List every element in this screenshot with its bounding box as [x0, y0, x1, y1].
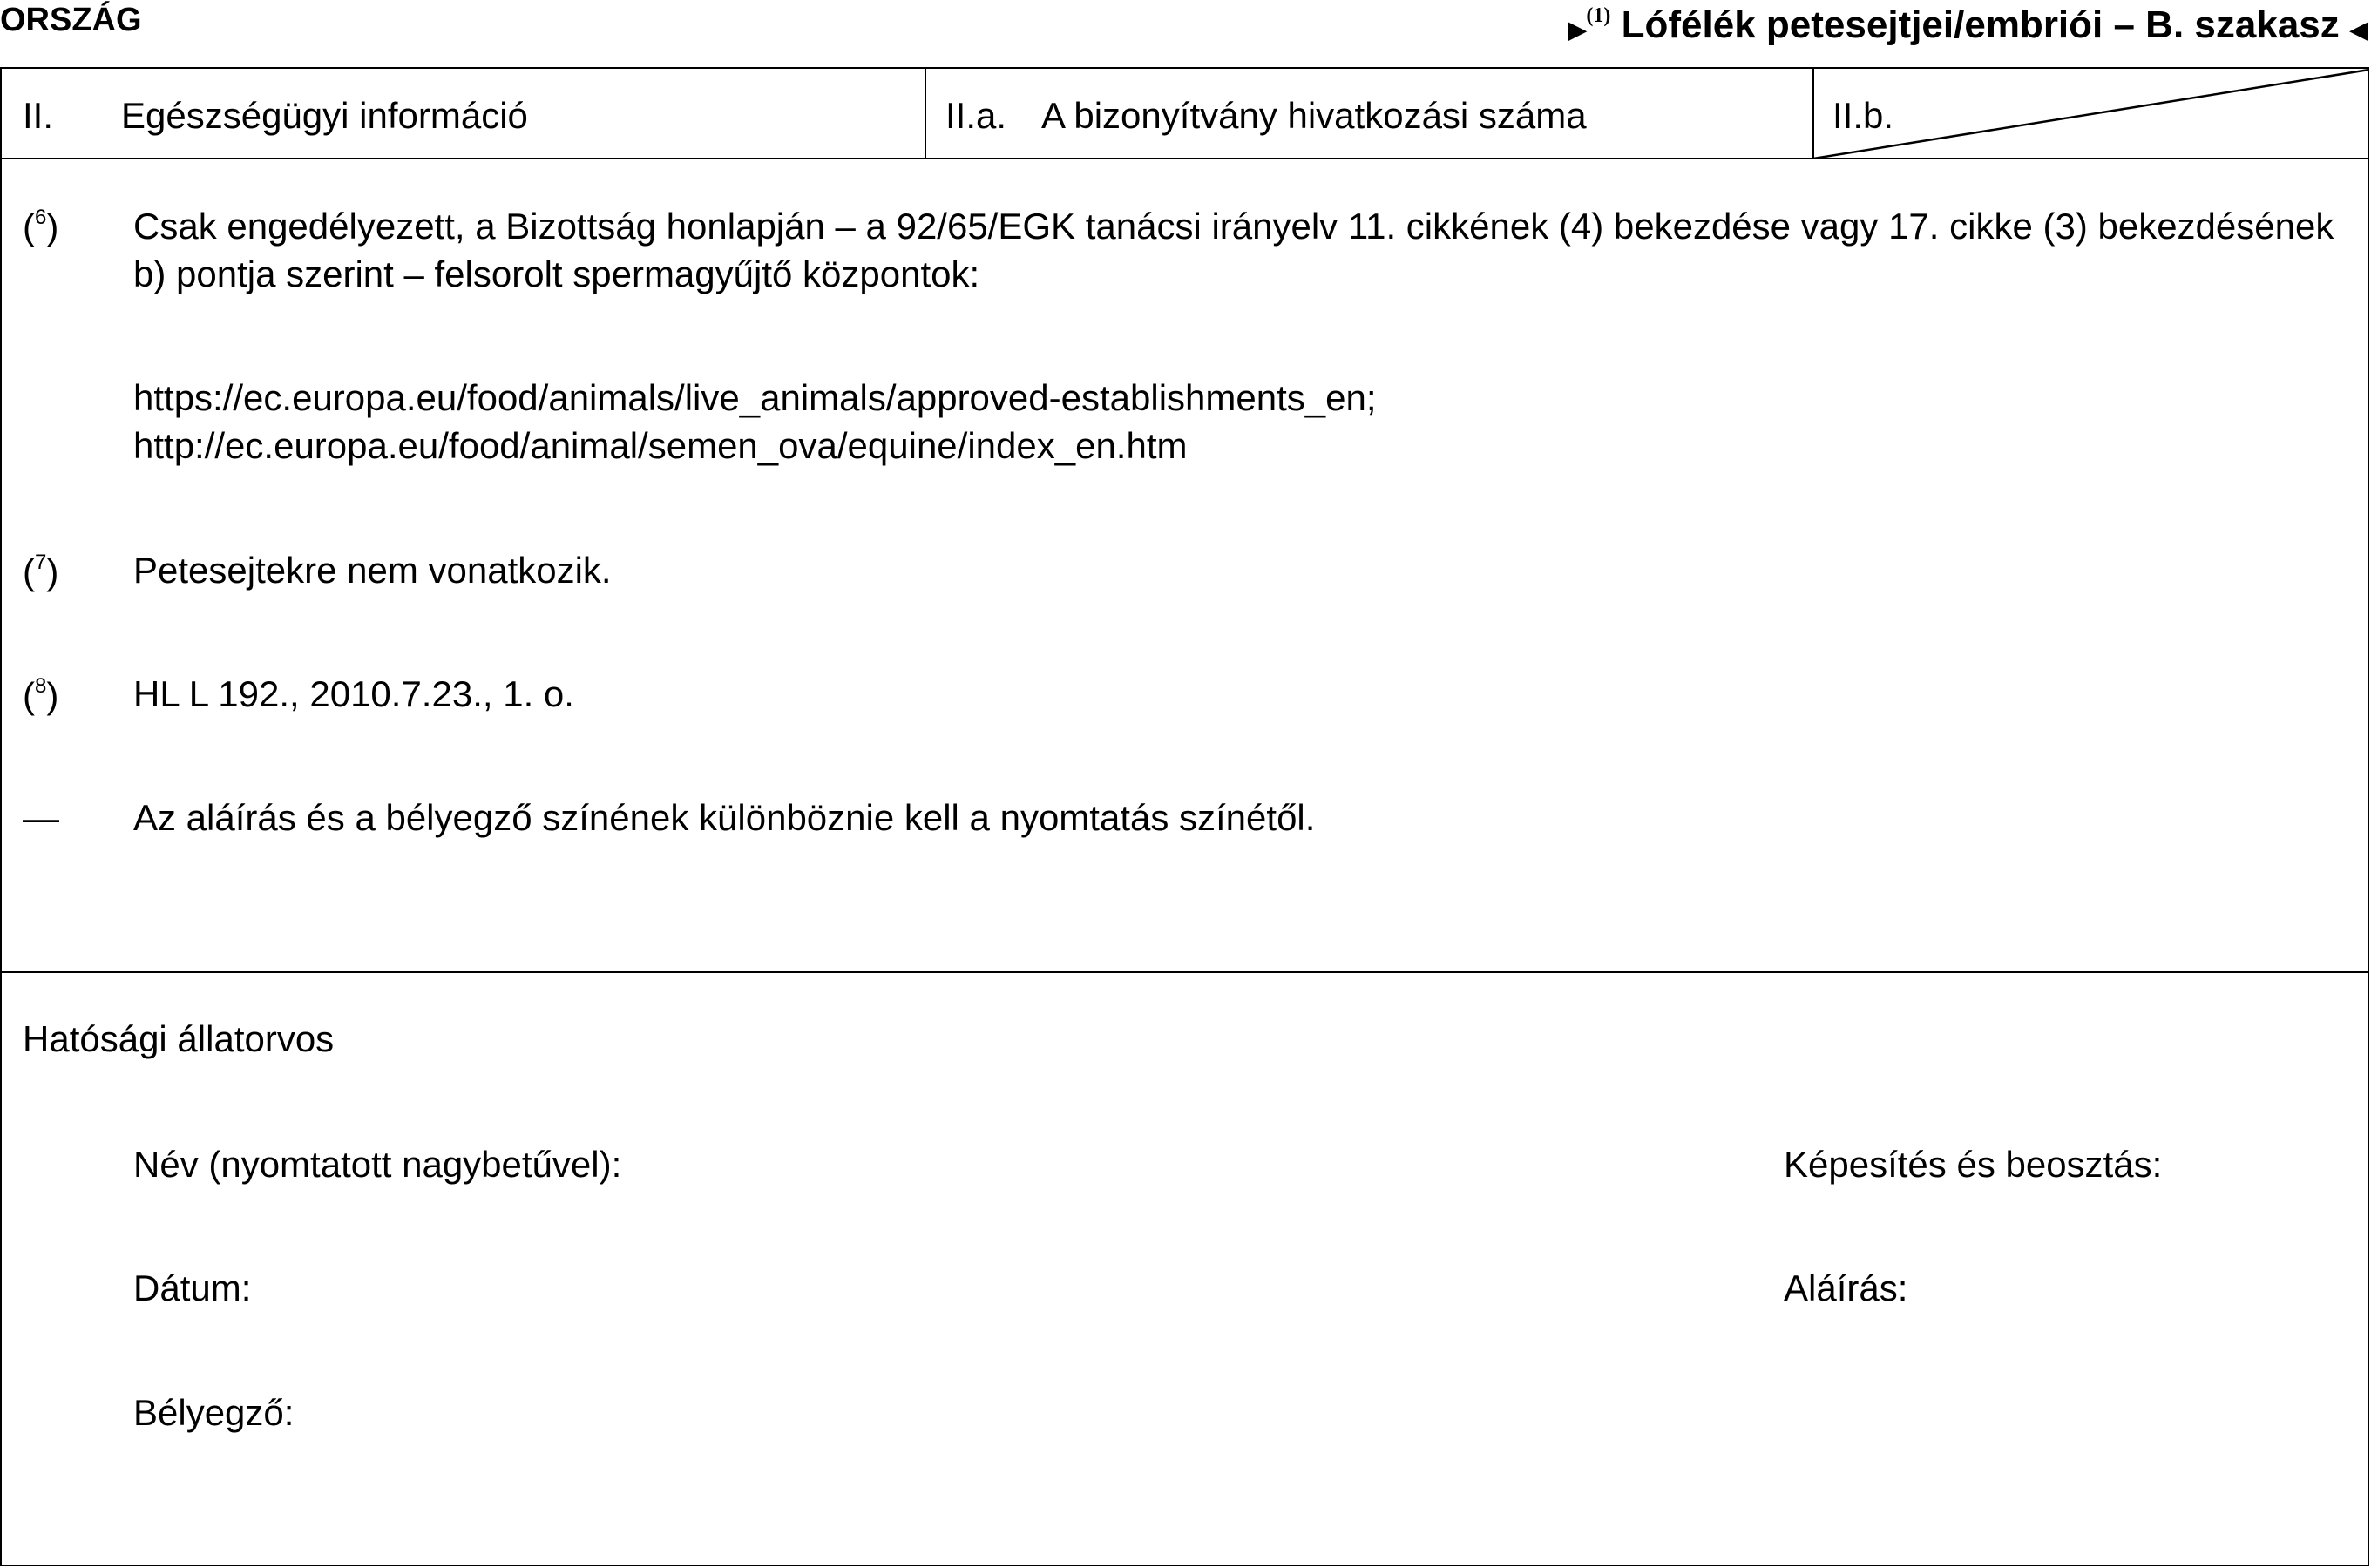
note-text: Petesejtekre nem vonatkozik. [133, 550, 612, 591]
reference-number-label: II.a. [945, 95, 1007, 136]
iib-label: II.b. [1832, 95, 1894, 136]
note-text: Az aláírás és a bélyegző színének különböznie kell a nyomtatás színétől. [133, 797, 1316, 838]
note-text: Csak engedélyezett, a Bizottság honlapján – a 92/65/EGK tanácsi irányelv 11. cikkének (4) bekezdése vagy 17. cikke (3) bekezdésének b) pontja szerint – felsorolt spermagyűjtő központok: [133, 206, 2334, 294]
divider [0, 971, 2369, 973]
amendment-start-marker-icon: ▶ [1568, 17, 1587, 43]
divider [925, 67, 926, 159]
diagonal-strike [1813, 68, 2369, 159]
link[interactable]: http://ec.europa.eu/food/animal/semen_ova/equine/index_en.htm [133, 425, 1188, 466]
section-label: Egészségügyi információ [121, 95, 528, 136]
date-label: Dátum: [133, 1267, 252, 1308]
note-marker: — [23, 797, 59, 838]
title-text: Lófélék petesejtjei/embriói – B. szakasz [1621, 3, 2340, 46]
note-marker: ($^6$) [23, 206, 59, 247]
amendment-note: (1) [1586, 4, 1611, 27]
section-title [1568, 5, 2368, 44]
qualification-label: Képesítés és beosztás: [1784, 1144, 2163, 1185]
section-number: II. [23, 95, 54, 136]
country-label: ORSZÁG [0, 2, 142, 38]
link[interactable]: https://ec.europa.eu/food/animals/live_animals/approved-establishments_en; [133, 377, 1377, 418]
note-text: HL L 192., 2010.7.23., 1. o. [133, 673, 574, 714]
name-label: Név (nyomtatott nagybetűvel): [133, 1144, 622, 1185]
note-marker: ($^7$) [23, 551, 59, 592]
note-marker: ($^8$) [23, 674, 59, 716]
stamp-label: Bélyegző: [133, 1392, 295, 1433]
official-vet-title: Hatósági állatorvos [23, 1018, 335, 1059]
signature-label: Aláírás: [1784, 1267, 1908, 1308]
amendment-end-marker-icon: ◀ [2350, 17, 2368, 43]
reference-label: A bizonyítvány hivatkozási száma [1041, 95, 1587, 136]
